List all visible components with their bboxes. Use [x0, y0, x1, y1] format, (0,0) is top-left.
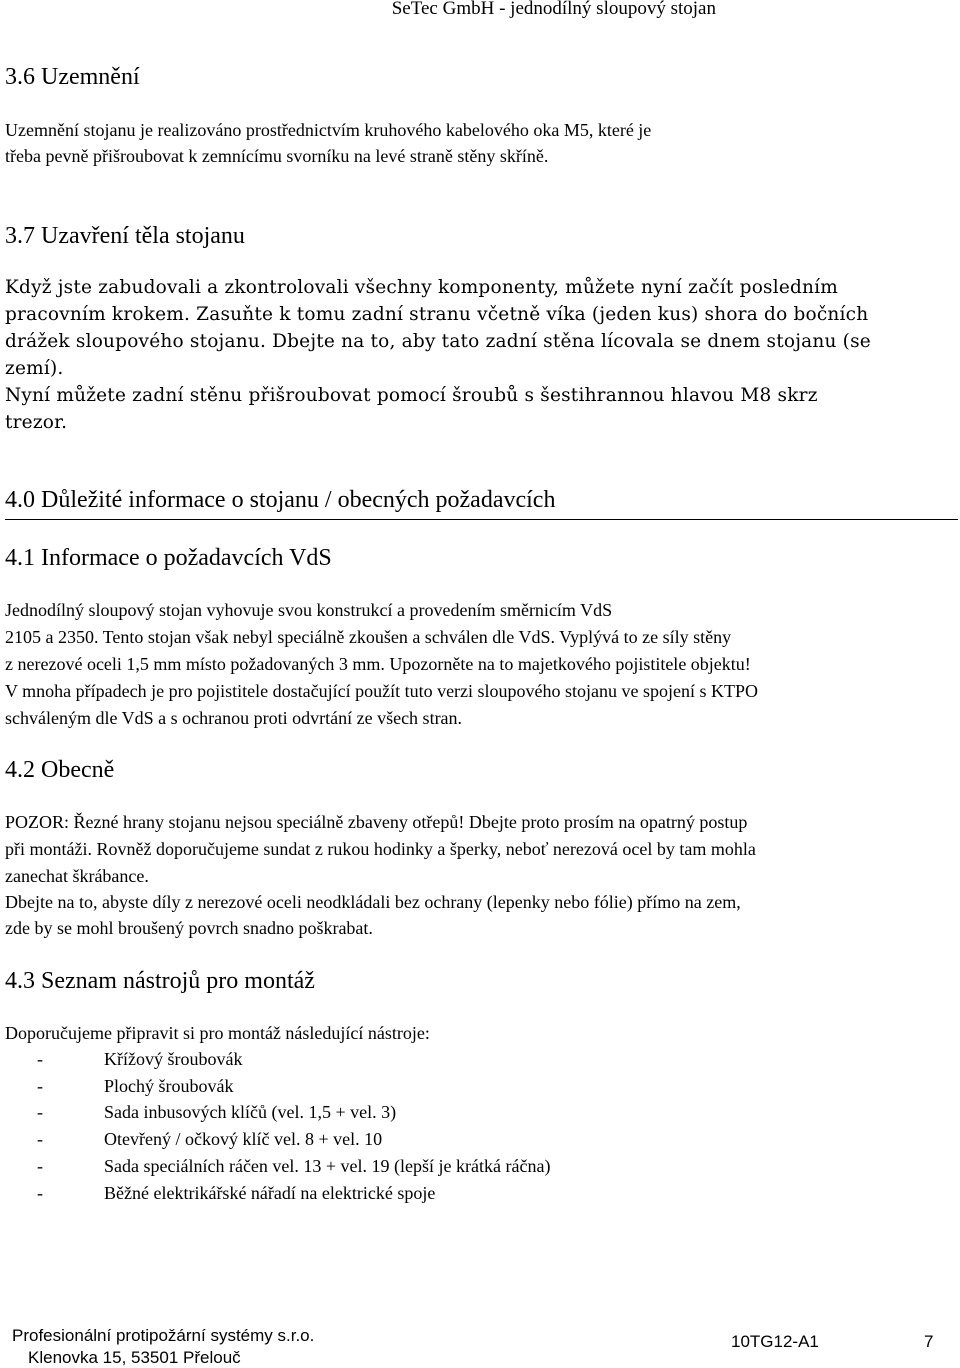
section-3-7-line-5: Nyní můžete zadní stěnu přišroubovat pomocí šroubů s šestihrannou hlavou M8 skrz	[5, 385, 818, 406]
footer-address: Klenovka 15, 53501 Přelouč	[28, 1348, 241, 1367]
section-4-1-line-4: V mnoha případech je pro pojistitele dostačující použít tuto verzi sloupového stojanu ve spojení s KTPO	[5, 681, 759, 701]
list-bullet: -	[37, 1183, 43, 1203]
list-bullet: -	[37, 1156, 43, 1176]
footer-company: Profesionální protipožární systémy s.r.o.	[12, 1326, 315, 1345]
list-item: Běžné elektrikářské nářadí na elektrické spoje	[104, 1183, 436, 1203]
section-4-3-heading: 4.3 Seznam nástrojů pro montáž	[5, 968, 315, 994]
section-3-7-line-1: Když jste zabudovali a zkontrolovali všechny komponenty, můžete nyní začít posledním	[5, 277, 839, 298]
section-divider	[5, 519, 958, 520]
section-4-2-line-4: Dbejte na to, abyste díly z nerezové oceli neodkládali bez ochrany (lepenky nebo fólie) přímo na zem,	[5, 892, 741, 912]
section-3-7-line-2: pracovním krokem. Zasuňte k tomu zadní stranu včetně víka (jeden kus) shora do bočních	[5, 304, 869, 325]
list-bullet: -	[37, 1129, 43, 1149]
list-bullet: -	[37, 1076, 43, 1096]
section-4-1-line-5: schváleným dle VdS a s ochranou proti odvrtání ze všech stran.	[5, 708, 463, 728]
section-3-6-heading: 3.6 Uzemnění	[5, 64, 140, 90]
tool-list-intro: Doporučujeme připravit si pro montáž následující nástroje:	[5, 1023, 430, 1043]
list-bullet: -	[37, 1049, 43, 1069]
list-item: Plochý šroubovák	[104, 1076, 234, 1096]
section-3-7-heading: 3.7 Uzavření těla stojanu	[5, 223, 245, 249]
page-header-title: SeTec GmbH - jednodílný sloupový stojan	[391, 0, 716, 19]
section-4-2-line-2: při montáži. Rovněž doporučujeme sundat z rukou hodinky a šperky, neboť nerezová ocel by tam mohla	[5, 839, 756, 859]
section-4-1-line-1: Jednodílný sloupový stojan vyhovuje svou konstrukcí a provedením směrnicím VdS	[5, 600, 613, 620]
section-3-6-line-1: Uzemnění stojanu je realizováno prostřednictvím kruhového kabelového oka M5, které je	[5, 120, 652, 140]
section-4-2-heading: 4.2 Obecně	[5, 757, 115, 783]
list-item: Otevřený / očkový klíč vel. 8 + vel. 10	[104, 1129, 383, 1149]
list-item: Sada speciálních ráčen vel. 13 + vel. 19 (lepší je krátká ráčna)	[104, 1156, 551, 1176]
section-4-1-line-2: 2105 a 2350. Tento stojan však nebyl speciálně zkoušen a schválen dle VdS. Vyplývá to ze síly stěny	[5, 627, 732, 647]
list-item: Sada inbusových klíčů (vel. 1,5 + vel. 3)	[104, 1102, 397, 1122]
section-3-7-line-4: zemí).	[5, 358, 64, 379]
section-4-0-heading: 4.0 Důležité informace o stojanu / obecných požadavcích	[5, 487, 556, 513]
footer-page-number: 7	[924, 1332, 934, 1351]
section-3-7-line-3: drážek sloupového stojanu. Dbejte na to, aby tato zadní stěna lícovala se dnem stojanu (se	[5, 331, 871, 352]
section-4-2-line-3: zanechat škrábance.	[5, 866, 149, 886]
section-4-1-heading: 4.1 Informace o požadavcích VdS	[5, 545, 332, 571]
section-4-2-line-5: zde by se mohl broušený povrch snadno poškrabat.	[5, 918, 373, 938]
list-bullet: -	[37, 1102, 43, 1122]
section-4-1-line-3: z nerezové oceli 1,5 mm místo požadovaných 3 mm. Upozorněte na to majetkového pojistitele objektu!	[5, 654, 751, 674]
section-3-7-line-6: trezor.	[5, 412, 68, 433]
footer-doc-code: 10TG12-A1	[731, 1332, 819, 1351]
section-4-2-line-1: POZOR: Řezné hrany stojanu nejsou speciálně zbaveny otřepů! Dbejte proto prosím na opatrný postup	[5, 812, 748, 832]
list-item: Křížový šroubovák	[104, 1049, 243, 1069]
section-3-6-line-2: třeba pevně přišroubovat k zemnícímu svorníku na levé straně stěny skříně.	[5, 146, 549, 166]
